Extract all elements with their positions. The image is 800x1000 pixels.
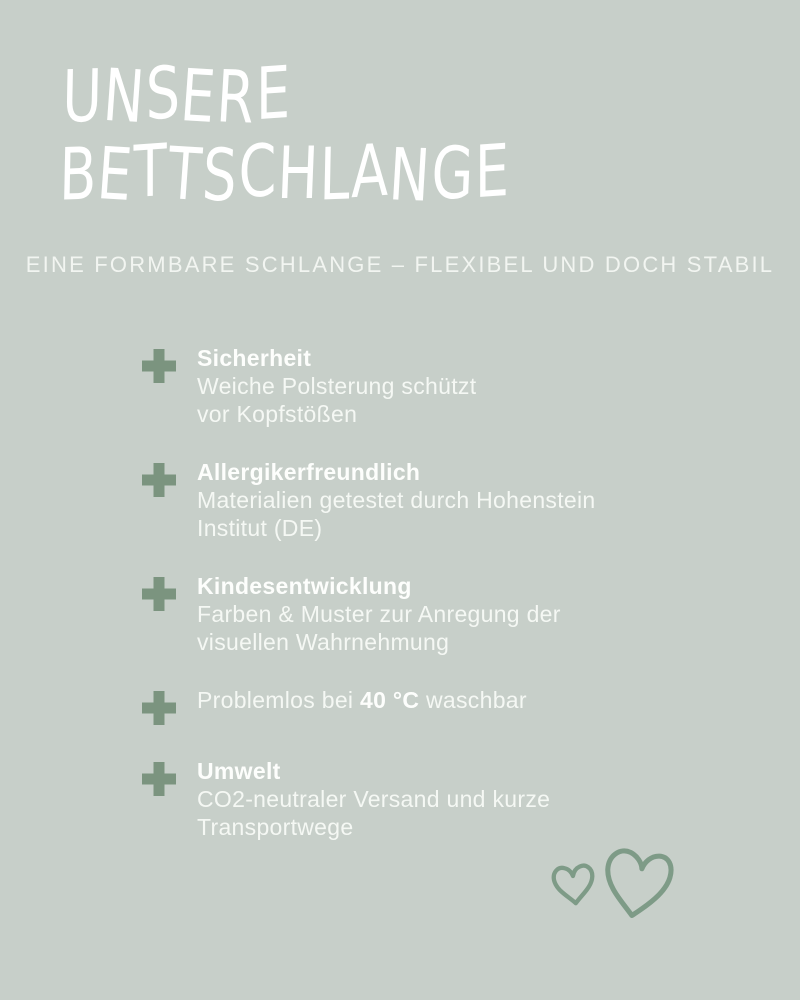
feature-description-line: [197, 686, 527, 714]
plus-icon: [140, 461, 178, 499]
heart-outline-icon-small: [547, 858, 600, 915]
text-segment: Problemlos bei: [197, 687, 361, 713]
feature-text: [197, 686, 527, 714]
feature-text: [197, 344, 476, 428]
feature-text: [197, 757, 550, 841]
feature-description-line: Transportwege: [197, 814, 354, 840]
heart-outline-icon-large: [598, 840, 678, 929]
page-title: [58, 49, 515, 218]
feature-title: Allergikerfreundlich: [197, 459, 421, 485]
plus-icon: [140, 760, 178, 798]
text-segment-bold: 40 °C: [360, 687, 420, 713]
feature-text: [197, 572, 561, 656]
feature-list: [140, 344, 720, 871]
title-line-2: BETTSCHLANGE: [58, 127, 511, 218]
feature-description-line: CO2-neutraler Versand und kurze: [197, 786, 551, 812]
feature-description-line: Farben & Muster zur Anregung der: [197, 601, 561, 627]
subtitle: EINE FORMBARE SCHLANGE – FLEXIBEL UND DOCH STABIL: [25, 252, 775, 277]
feature-text: [197, 458, 596, 542]
feature-item-allergikerfreundlich: [140, 458, 720, 542]
feature-description-line: Institut (DE): [197, 515, 323, 541]
feature-item-kindesentwicklung: [140, 572, 720, 656]
feature-item-sicherheit: [140, 344, 720, 428]
feature-title: Sicherheit: [197, 345, 312, 371]
feature-description-line: visuellen Wahrnehmung: [197, 629, 450, 655]
plus-icon: [140, 347, 178, 385]
feature-title: Umwelt: [197, 758, 281, 784]
text-segment: waschbar: [419, 687, 527, 713]
feature-description-line: vor Kopfstößen: [197, 401, 358, 427]
title-line-1: UNSERE: [61, 49, 292, 140]
feature-item-umwelt: [140, 757, 720, 841]
plus-icon: [140, 575, 178, 613]
feature-item-waschbar: [140, 686, 720, 727]
feature-title: Kindesentwicklung: [197, 573, 412, 599]
feature-description-line: Materialien getestet durch Hohenstein: [197, 487, 596, 513]
feature-description-line: Weiche Polsterung schützt: [197, 373, 477, 399]
plus-icon: [140, 689, 178, 727]
